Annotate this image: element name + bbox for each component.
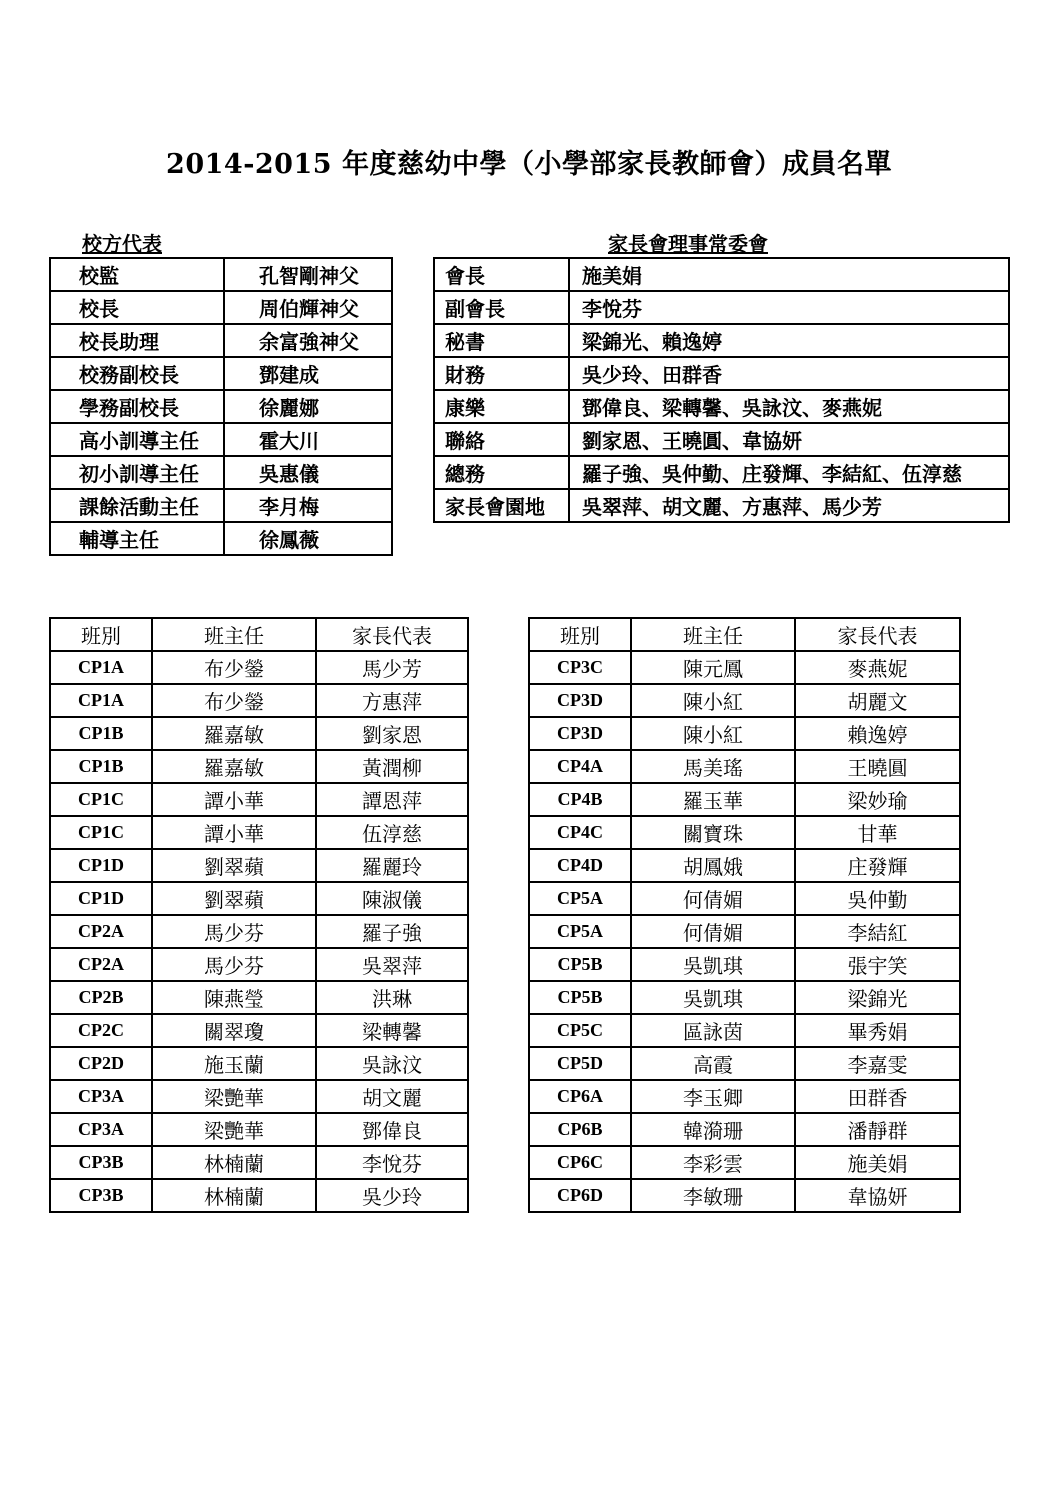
parent-cell: 方惠萍 (316, 684, 468, 717)
class-cell: CP3C (529, 651, 631, 684)
name-cell: 周伯輝神父 (224, 291, 392, 324)
table-row (50, 717, 468, 750)
committee-row (434, 324, 1009, 357)
class-cell: CP4C (529, 816, 631, 849)
committee-row (434, 456, 1009, 489)
table-row (50, 783, 468, 816)
class-cell: CP3A (50, 1113, 152, 1146)
committee-row (434, 258, 1009, 291)
name-cell: 孔智剛神父 (224, 258, 392, 291)
table-row (529, 849, 960, 882)
name-cell: 余富強神父 (224, 324, 392, 357)
class-cell: CP3D (529, 684, 631, 717)
table-row (529, 651, 960, 684)
teacher-cell: 李敏珊 (631, 1179, 795, 1212)
role-cell: 學務副校長 (50, 390, 224, 423)
class-table-left (49, 617, 469, 1213)
parent-cell: 羅麗玲 (316, 849, 468, 882)
table-row (529, 1146, 960, 1179)
committee-row (434, 291, 1009, 324)
committee-row (434, 390, 1009, 423)
teacher-cell: 李玉卿 (631, 1080, 795, 1113)
members-cell: 施美娟 (569, 258, 1009, 291)
members-cell: 吳少玲、田群香 (569, 357, 1009, 390)
teacher-cell: 馬少芬 (152, 915, 316, 948)
table-row (529, 816, 960, 849)
teacher-cell: 陳小紅 (631, 684, 795, 717)
members-cell: 李悅芬 (569, 291, 1009, 324)
class-cell: CP6D (529, 1179, 631, 1212)
role-cell: 課餘活動主任 (50, 489, 224, 522)
teacher-cell: 胡鳳娥 (631, 849, 795, 882)
table-row (50, 651, 468, 684)
header-class: 班別 (529, 618, 631, 651)
parent-cell: 甘華 (795, 816, 960, 849)
school-reps-table (49, 257, 393, 556)
parent-cell: 韋協妍 (795, 1179, 960, 1212)
table-row (50, 981, 468, 1014)
school-rep-row (50, 291, 392, 324)
class-cell: CP1A (50, 684, 152, 717)
teacher-cell: 何倩媚 (631, 915, 795, 948)
table-header-row (50, 618, 468, 651)
teacher-cell: 羅嘉敏 (152, 717, 316, 750)
school-rep-row (50, 357, 392, 390)
class-cell: CP2C (50, 1014, 152, 1047)
table-row (50, 1014, 468, 1047)
teacher-cell: 羅嘉敏 (152, 750, 316, 783)
class-cell: CP1C (50, 783, 152, 816)
table-row (529, 783, 960, 816)
members-cell: 吳翠萍、胡文麗、方惠萍、馬少芳 (569, 489, 1009, 522)
parent-cell: 施美娟 (795, 1146, 960, 1179)
committee-heading: 家長會理事常委會 (608, 232, 768, 256)
teacher-cell: 李彩雲 (631, 1146, 795, 1179)
class-cell: CP1D (50, 882, 152, 915)
class-cell: CP1C (50, 816, 152, 849)
members-cell: 劉家恩、王曉圓、韋協妍 (569, 423, 1009, 456)
table-row (50, 1080, 468, 1113)
table-row (529, 948, 960, 981)
teacher-cell: 布少鎣 (152, 651, 316, 684)
teacher-cell: 羅玉華 (631, 783, 795, 816)
name-cell: 霍大川 (224, 423, 392, 456)
class-cell: CP2A (50, 915, 152, 948)
table-row (50, 816, 468, 849)
members-cell: 鄧偉良、梁轉馨、吳詠汶、麥燕妮 (569, 390, 1009, 423)
class-cell: CP6B (529, 1113, 631, 1146)
teacher-cell: 劉翠蘋 (152, 882, 316, 915)
teacher-cell: 林楠蘭 (152, 1179, 316, 1212)
table-row (50, 1146, 468, 1179)
name-cell: 鄧建成 (224, 357, 392, 390)
teacher-cell: 譚小華 (152, 816, 316, 849)
parent-cell: 李悅芬 (316, 1146, 468, 1179)
parent-cell: 胡麗文 (795, 684, 960, 717)
teacher-cell: 馬少芬 (152, 948, 316, 981)
parent-cell: 馬少芳 (316, 651, 468, 684)
table-row (529, 1080, 960, 1113)
parent-cell: 畢秀娟 (795, 1014, 960, 1047)
teacher-cell: 何倩媚 (631, 882, 795, 915)
class-cell: CP6C (529, 1146, 631, 1179)
table-row (529, 882, 960, 915)
table-row (529, 981, 960, 1014)
role-cell: 財務 (434, 357, 569, 390)
parent-cell: 庄發輝 (795, 849, 960, 882)
parent-cell: 吳詠汶 (316, 1047, 468, 1080)
school-rep-row (50, 258, 392, 291)
role-cell: 家長會園地 (434, 489, 569, 522)
table-row (529, 1113, 960, 1146)
role-cell: 康樂 (434, 390, 569, 423)
table-row (529, 1047, 960, 1080)
parent-cell: 胡文麗 (316, 1080, 468, 1113)
parent-cell: 李結紅 (795, 915, 960, 948)
teacher-cell: 韓漪珊 (631, 1113, 795, 1146)
role-cell: 校長 (50, 291, 224, 324)
parent-cell: 吳仲勤 (795, 882, 960, 915)
parent-cell: 梁轉馨 (316, 1014, 468, 1047)
role-cell: 高小訓導主任 (50, 423, 224, 456)
name-cell: 吳惠儀 (224, 456, 392, 489)
class-cell: CP1A (50, 651, 152, 684)
class-cell: CP4D (529, 849, 631, 882)
parent-cell: 賴逸婷 (795, 717, 960, 750)
class-cell: CP1B (50, 750, 152, 783)
school-reps-heading: 校方代表 (82, 232, 162, 256)
class-cell: CP5A (529, 882, 631, 915)
parent-cell: 鄧偉良 (316, 1113, 468, 1146)
header-teacher: 班主任 (631, 618, 795, 651)
class-table-right (528, 617, 961, 1213)
teacher-cell: 馬美瑤 (631, 750, 795, 783)
class-cell: CP3B (50, 1179, 152, 1212)
table-row (50, 750, 468, 783)
parent-cell: 潘靜群 (795, 1113, 960, 1146)
teacher-cell: 陳燕瑩 (152, 981, 316, 1014)
role-cell: 秘書 (434, 324, 569, 357)
table-row (529, 915, 960, 948)
class-cell: CP2B (50, 981, 152, 1014)
class-cell: CP3B (50, 1146, 152, 1179)
parent-cell: 伍淳慈 (316, 816, 468, 849)
table-row (50, 915, 468, 948)
name-cell: 徐麗娜 (224, 390, 392, 423)
parent-cell: 梁妙瑜 (795, 783, 960, 816)
teacher-cell: 梁艷華 (152, 1080, 316, 1113)
teacher-cell: 關寶珠 (631, 816, 795, 849)
parent-cell: 梁錦光 (795, 981, 960, 1014)
parent-cell: 劉家恩 (316, 717, 468, 750)
teacher-cell: 區詠茵 (631, 1014, 795, 1047)
school-rep-row (50, 489, 392, 522)
role-cell: 副會長 (434, 291, 569, 324)
class-cell: CP5A (529, 915, 631, 948)
table-row (50, 849, 468, 882)
members-cell: 羅子強、吳仲勤、庄發輝、李結紅、伍淳慈 (569, 456, 1009, 489)
name-cell: 徐鳳薇 (224, 522, 392, 555)
teacher-cell: 陳元鳳 (631, 651, 795, 684)
class-cell: CP5B (529, 981, 631, 1014)
class-cell: CP1D (50, 849, 152, 882)
parent-cell: 田群香 (795, 1080, 960, 1113)
parent-cell: 陳淑儀 (316, 882, 468, 915)
table-row (50, 1113, 468, 1146)
school-rep-row (50, 456, 392, 489)
school-rep-row (50, 423, 392, 456)
table-header-row (529, 618, 960, 651)
role-cell: 校長助理 (50, 324, 224, 357)
teacher-cell: 布少鎣 (152, 684, 316, 717)
members-cell: 梁錦光、賴逸婷 (569, 324, 1009, 357)
table-row (50, 1047, 468, 1080)
teacher-cell: 林楠蘭 (152, 1146, 316, 1179)
page-title: 2014-2015 年度慈幼中學（小學部家長教師會）成員名單 (166, 149, 892, 180)
class-cell: CP3D (529, 717, 631, 750)
committee-row (434, 357, 1009, 390)
table-row (50, 882, 468, 915)
class-cell: CP5D (529, 1047, 631, 1080)
school-rep-row (50, 390, 392, 423)
class-cell: CP4B (529, 783, 631, 816)
table-row (529, 750, 960, 783)
teacher-cell: 劉翠蘋 (152, 849, 316, 882)
parent-cell: 羅子強 (316, 915, 468, 948)
teacher-cell: 施玉蘭 (152, 1047, 316, 1080)
name-cell: 李月梅 (224, 489, 392, 522)
school-rep-row (50, 324, 392, 357)
table-row (529, 684, 960, 717)
class-cell: CP6A (529, 1080, 631, 1113)
parent-cell: 黃潤柳 (316, 750, 468, 783)
parent-cell: 洪琳 (316, 981, 468, 1014)
parent-cell: 張宇笑 (795, 948, 960, 981)
table-row (50, 948, 468, 981)
teacher-cell: 譚小華 (152, 783, 316, 816)
table-row (50, 1179, 468, 1212)
table-row (529, 1014, 960, 1047)
teacher-cell: 吳凱琪 (631, 981, 795, 1014)
table-row (529, 1179, 960, 1212)
role-cell: 輔導主任 (50, 522, 224, 555)
class-cell: CP2D (50, 1047, 152, 1080)
class-cell: CP5C (529, 1014, 631, 1047)
role-cell: 會長 (434, 258, 569, 291)
class-cell: CP3A (50, 1080, 152, 1113)
table-row (50, 684, 468, 717)
parent-cell: 李嘉雯 (795, 1047, 960, 1080)
role-cell: 校務副校長 (50, 357, 224, 390)
header-parent: 家長代表 (316, 618, 468, 651)
role-cell: 初小訓導主任 (50, 456, 224, 489)
header-parent: 家長代表 (795, 618, 960, 651)
school-rep-row (50, 522, 392, 555)
header-teacher: 班主任 (152, 618, 316, 651)
role-cell: 聯絡 (434, 423, 569, 456)
parent-cell: 王曉圓 (795, 750, 960, 783)
committee-row (434, 423, 1009, 456)
teacher-cell: 陳小紅 (631, 717, 795, 750)
table-row (529, 717, 960, 750)
parent-cell: 麥燕妮 (795, 651, 960, 684)
committee-table (433, 257, 1010, 523)
parent-cell: 譚恩萍 (316, 783, 468, 816)
role-cell: 總務 (434, 456, 569, 489)
class-cell: CP5B (529, 948, 631, 981)
committee-row (434, 489, 1009, 522)
teacher-cell: 梁艷華 (152, 1113, 316, 1146)
class-cell: CP1B (50, 717, 152, 750)
class-cell: CP2A (50, 948, 152, 981)
header-class: 班別 (50, 618, 152, 651)
role-cell: 校監 (50, 258, 224, 291)
parent-cell: 吳少玲 (316, 1179, 468, 1212)
class-cell: CP4A (529, 750, 631, 783)
teacher-cell: 關翠瓊 (152, 1014, 316, 1047)
teacher-cell: 吳凱琪 (631, 948, 795, 981)
parent-cell: 吳翠萍 (316, 948, 468, 981)
teacher-cell: 高霞 (631, 1047, 795, 1080)
